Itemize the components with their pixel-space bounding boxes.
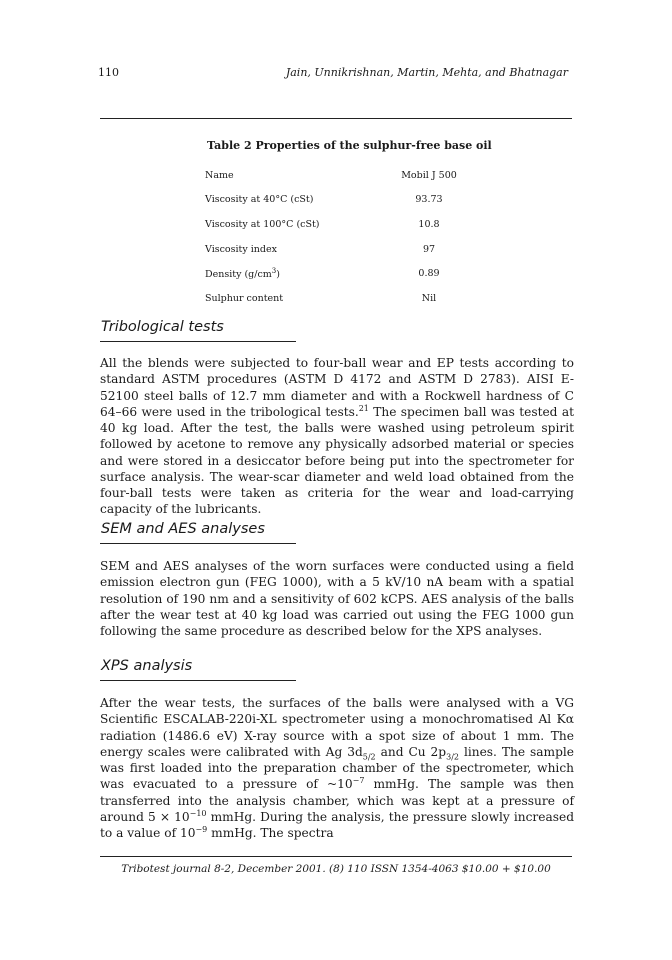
paragraph-text: lines. The sample was first loaded into the preparation chamber of the spectrometer, which was evacuated to a pressure of ~10 bbox=[100, 744, 574, 792]
subscript: 3/2 bbox=[446, 752, 459, 762]
section-heading-rule bbox=[100, 680, 296, 681]
table-row bbox=[205, 188, 471, 213]
section-heading-rule bbox=[100, 341, 296, 342]
paragraph-text: The specimen ball was tested at 40 kg load. After the test, the balls were washed using petroleum spirit followed by acetone to remove any physically adsorbed material or species and were stored in a desiccator before being put into the spectrometer for surface analysis. The wear-scar diameter and weld load obtained from the four-ball tests were taken as criteria for the wear and load-carrying capacity of the lubricants. bbox=[100, 404, 574, 517]
table-cell-value: Nil bbox=[421, 292, 437, 304]
footer-rule bbox=[100, 856, 572, 857]
table-cell-property: Viscosity index bbox=[205, 243, 277, 255]
paragraph-text: mmHg. The spectra bbox=[207, 826, 334, 840]
table-cell-property: Sulphur content bbox=[205, 292, 284, 304]
table-caption: Table 2 Properties of the sulphur-free base oil bbox=[207, 139, 492, 152]
paragraph-text: and Cu 2p bbox=[375, 744, 447, 759]
density-exponent: 3 bbox=[271, 267, 277, 276]
paragraph-text: mmHg. The sample was then transferred into the analysis chamber, which was kept at a pressure of around 5 × 10 bbox=[100, 777, 574, 824]
superscript: −10 bbox=[189, 808, 207, 818]
table-cell-value: 93.73 bbox=[415, 194, 443, 206]
table-cell-property: Name bbox=[205, 169, 234, 181]
density-label: Density (g/cm bbox=[205, 269, 272, 281]
paragraph-sem-aes: SEM and AES analyses of the worn surfaces were conducted using a field emission electron gun (FEG 1000), with a 5 kV/10 nA beam with a spatial resolution of 190 nm and a sensitivity of 602 kCPS. AES analysis of the balls after the wear test at 40 kg load was carried out using the FEG 1000 gun following the same procedure as described below for the XPS analyses. bbox=[100, 559, 574, 638]
paragraph-tribological-tests bbox=[100, 355, 574, 518]
section-heading-rule bbox=[100, 543, 296, 544]
table-row bbox=[205, 286, 471, 311]
paragraph-text: mmHg. During the analysis, the pressure slowly increased to a value of 10 bbox=[100, 809, 575, 840]
table-cell-value: 97 bbox=[422, 243, 436, 255]
paragraph-text: After the wear tests, the surfaces of the balls were analysed with a VG Scientific ESCALAB-220i-XL spectrometer using a monochromatised Al Kα radiation (1486.6 eV) X-ray source with a spot size of about 1 mm. The energy scales were calibrated with Ag 3d bbox=[100, 696, 574, 759]
paragraph-text: All the blends were subjected to four-ball wear and EP tests according to standard ASTM procedures (ASTM D 4172 and ASTM D 2783). AISI E-52100 steel balls of 12.7 mm diameter and with a Rockwell hardness of C 64–66 were used in the tribological tests. bbox=[100, 356, 574, 419]
table-cell-property: Viscosity at 40°C (cSt) bbox=[205, 194, 314, 206]
header-rule bbox=[100, 118, 572, 119]
section-heading-xps: XPS analysis bbox=[101, 658, 193, 674]
table-row bbox=[205, 237, 471, 262]
properties-table bbox=[205, 163, 471, 311]
section-heading-tribological-tests: Tribological tests bbox=[101, 319, 224, 335]
table-cell-value: 10.8 bbox=[418, 218, 440, 230]
running-head: Jain, Unnikrishnan, Martin, Mehta, and Bhatnagar bbox=[285, 66, 568, 79]
density-label-close: ) bbox=[276, 269, 280, 281]
superscript: −9 bbox=[195, 824, 208, 834]
footer-citation: Tribotest journal 8-2, December 2001. (8) 110 ISSN 1354-4063 $10.00 + $10.00 bbox=[121, 863, 551, 875]
table-cell-value: 0.89 bbox=[418, 268, 440, 280]
page-number: 110 bbox=[98, 66, 119, 79]
superscript: −7 bbox=[352, 776, 365, 786]
paragraph-xps bbox=[100, 695, 574, 841]
subscript: 5/2 bbox=[362, 752, 376, 762]
table-row bbox=[205, 163, 471, 188]
table-row bbox=[205, 261, 471, 286]
reference-number: 21 bbox=[358, 403, 369, 413]
table-cell-property: Viscosity at 100°C (cSt) bbox=[205, 218, 320, 230]
table-cell-value: Mobil J 500 bbox=[401, 169, 457, 181]
table-cell-property bbox=[205, 261, 387, 286]
section-heading-sem-aes: SEM and AES analyses bbox=[101, 521, 265, 537]
table-row bbox=[205, 212, 471, 237]
